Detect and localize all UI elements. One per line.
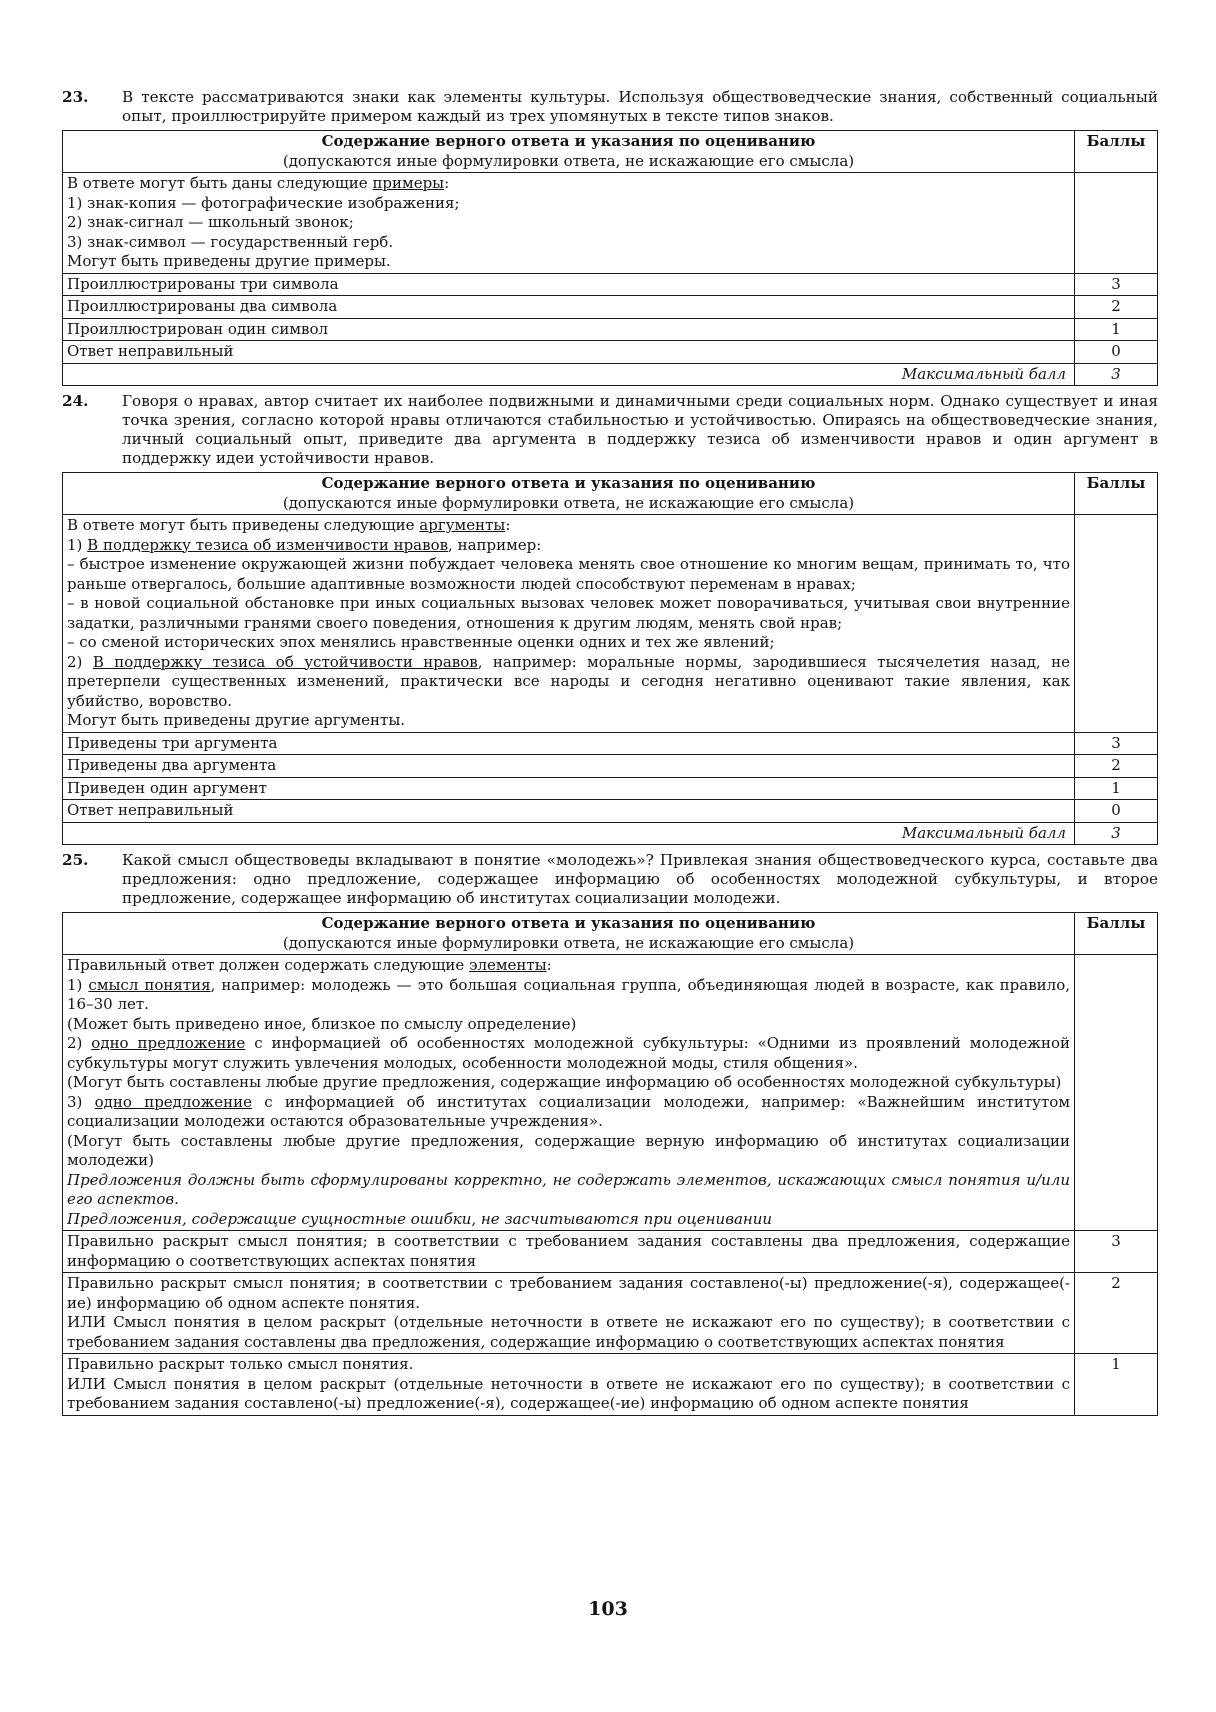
answer-content: Правильный ответ должен содержать следующие элементы: 1) смысл понятия, например: молодежь — это большая социальная группа, объединяющая людей в возрасте, как правило, 16–30 лет. (Может быть приведено иное, близкое по смыслу определение) 2) одно предложение с информацией об особенностях молодежной субкультуры: «Одними из проявлений молодежной субкультуры могут служить увлечения молодых, особенности молодежной моды, стиля общения». (Могут быть составлены любые другие предложения, содержащие информацию об особенностях молодежной субкультуры) 3) одно предложение с информацией об институтах социализации молодежи, например: «Важнейшим институтом социализации молодежи остаются образовательные учреждения». (Могут быть составлены любые другие предложения, содержащие верную информацию об институтах социализации молодежи) Предложения должны быть сформулированы корректно, не содержать элементов, искажающих смысл понятия и/или его аспектов. Предложения, содержащие сущностные ошибки, не засчитываются при оценивании <box>63 955 1075 1231</box>
table-row: Правильно раскрыт только смысл понятия. ИЛИ Смысл понятия в целом раскрыт (отдельные неточности в ответе не искажают его по существу); в соответствии с требованием задания составлено(-ы) предложение(-я), содержащее(-ие) информацию об одном аспекте понятия 1 <box>63 1354 1158 1416</box>
score-header: Баллы <box>1075 913 1158 955</box>
task-number: 24. <box>62 392 89 410</box>
task-text: В тексте рассматриваются знаки как элементы культуры. Используя обществоведческие знания, собственный социальный опыт, проиллюстрируйте примером каждый из трех упомянутых в тексте типов знаков. <box>122 88 1158 125</box>
page-number: 103 <box>588 1598 628 1620</box>
table-row: Проиллюстрированы три символа 3 <box>63 273 1158 296</box>
task-text: Говоря о нравах, автор считает их наиболее подвижными и динамичными среди социальных норм. Однако существует и иная точка зрения, согласно которой нравы отличаются стабильностью и устойчивостью. Опираясь на обществоведческие знания, личный социальный опыт, приведите два аргумента в поддержку тезиса об изменчивости нравов и один аргумент в поддержку идеи устойчивости нравов. <box>122 392 1158 467</box>
task-25 <box>62 851 1158 908</box>
table-row: Ответ неправильный 0 <box>63 341 1158 364</box>
task-24 <box>62 392 1158 468</box>
table-header: Содержание верного ответа и указания по оцениванию (допускаются иные формулировки ответа, не искажающие его смысла) <box>63 473 1075 515</box>
document-page <box>62 88 1158 1422</box>
answer-content: В ответе могут быть приведены следующие аргументы: 1) В поддержку тезиса об изменчивости нравов, например: – быстрое изменение окружающей жизни побуждает человека менять свое отношение ко многим вещам, принимать то, что раньше отвергалось, большие адаптивные возможности людей способствуют переменам в нравах; – в новой социальной обстановке при иных социальных вызовах человек может поворачиваться, учитывая свои внутренние задатки, различными гранями своего поведения, отношения к другим людям, менять свой нрав; – со сменой исторических эпох менялись нравственные оценки одних и тех же явлений; 2) В поддержку тезиса об устойчивости нравов, например: моральные нормы, зародившиеся тысячелетия назад, не претерпели существенных изменений, практически все народы и сегодня негативно оценивают такие явления, как убийство, воровство. Могут быть приведены другие аргументы. <box>63 515 1075 733</box>
task-text: Какой смысл обществоведы вкладывают в понятие «молодежь»? Привлекая знания обществоведческого курса, составьте два предложения: одно предложение, содержащее информацию об особенностях молодежной субкультуры, и второе предложение, содержащее информацию об институтах социализации молодежи. <box>122 851 1158 907</box>
task-number: 23. <box>62 88 89 106</box>
task-23 <box>62 88 1158 126</box>
table-row: Правильно раскрыт смысл понятия; в соответствии с требованием задания составлены два предложения, содержащие информацию о соответствующих аспектах понятия 3 <box>63 1231 1158 1273</box>
table-header: Содержание верного ответа и указания по оцениванию (допускаются иные формулировки ответа, не искажающие его смысла) <box>63 913 1075 955</box>
table-row: Ответ неправильный 0 <box>63 800 1158 823</box>
table-row: Проиллюстрированы два символа 2 <box>63 296 1158 319</box>
table-row: Приведены три аргумента 3 <box>63 732 1158 755</box>
table-row: Правильно раскрыт смысл понятия; в соответствии с требованием задания составлено(-ы) предложение(-я), содержащее(-ие) информацию об одном аспекте понятия. ИЛИ Смысл понятия в целом раскрыт (отдельные неточности в ответе не искажают его по существу); в соответствии с требованием задания составлены два предложения, содержащие информацию о соответствующих аспектах понятия 2 <box>63 1273 1158 1354</box>
table-row: Приведены два аргумента 2 <box>63 755 1158 778</box>
table-row: Проиллюстрирован один символ 1 <box>63 318 1158 341</box>
score-header: Баллы <box>1075 131 1158 173</box>
answer-table-24 <box>62 472 1158 845</box>
task-number: 25. <box>62 851 89 869</box>
answer-table-25 <box>62 912 1158 1416</box>
answer-table-23 <box>62 130 1158 386</box>
table-row: Приведен один аргумент 1 <box>63 777 1158 800</box>
score-header: Баллы <box>1075 473 1158 515</box>
answer-content: В ответе могут быть даны следующие примеры: 1) знак-копия — фотографические изображения; 2) знак-сигнал — школьный звонок; 3) знак-символ — государственный герб. Могут быть приведены другие примеры. <box>63 173 1075 274</box>
max-score-row: Максимальный балл 3 <box>63 822 1158 845</box>
max-score-row: Максимальный балл 3 <box>63 363 1158 386</box>
table-header: Содержание верного ответа и указания по оцениванию (допускаются иные формулировки ответа, не искажающие его смысла) <box>63 131 1075 173</box>
